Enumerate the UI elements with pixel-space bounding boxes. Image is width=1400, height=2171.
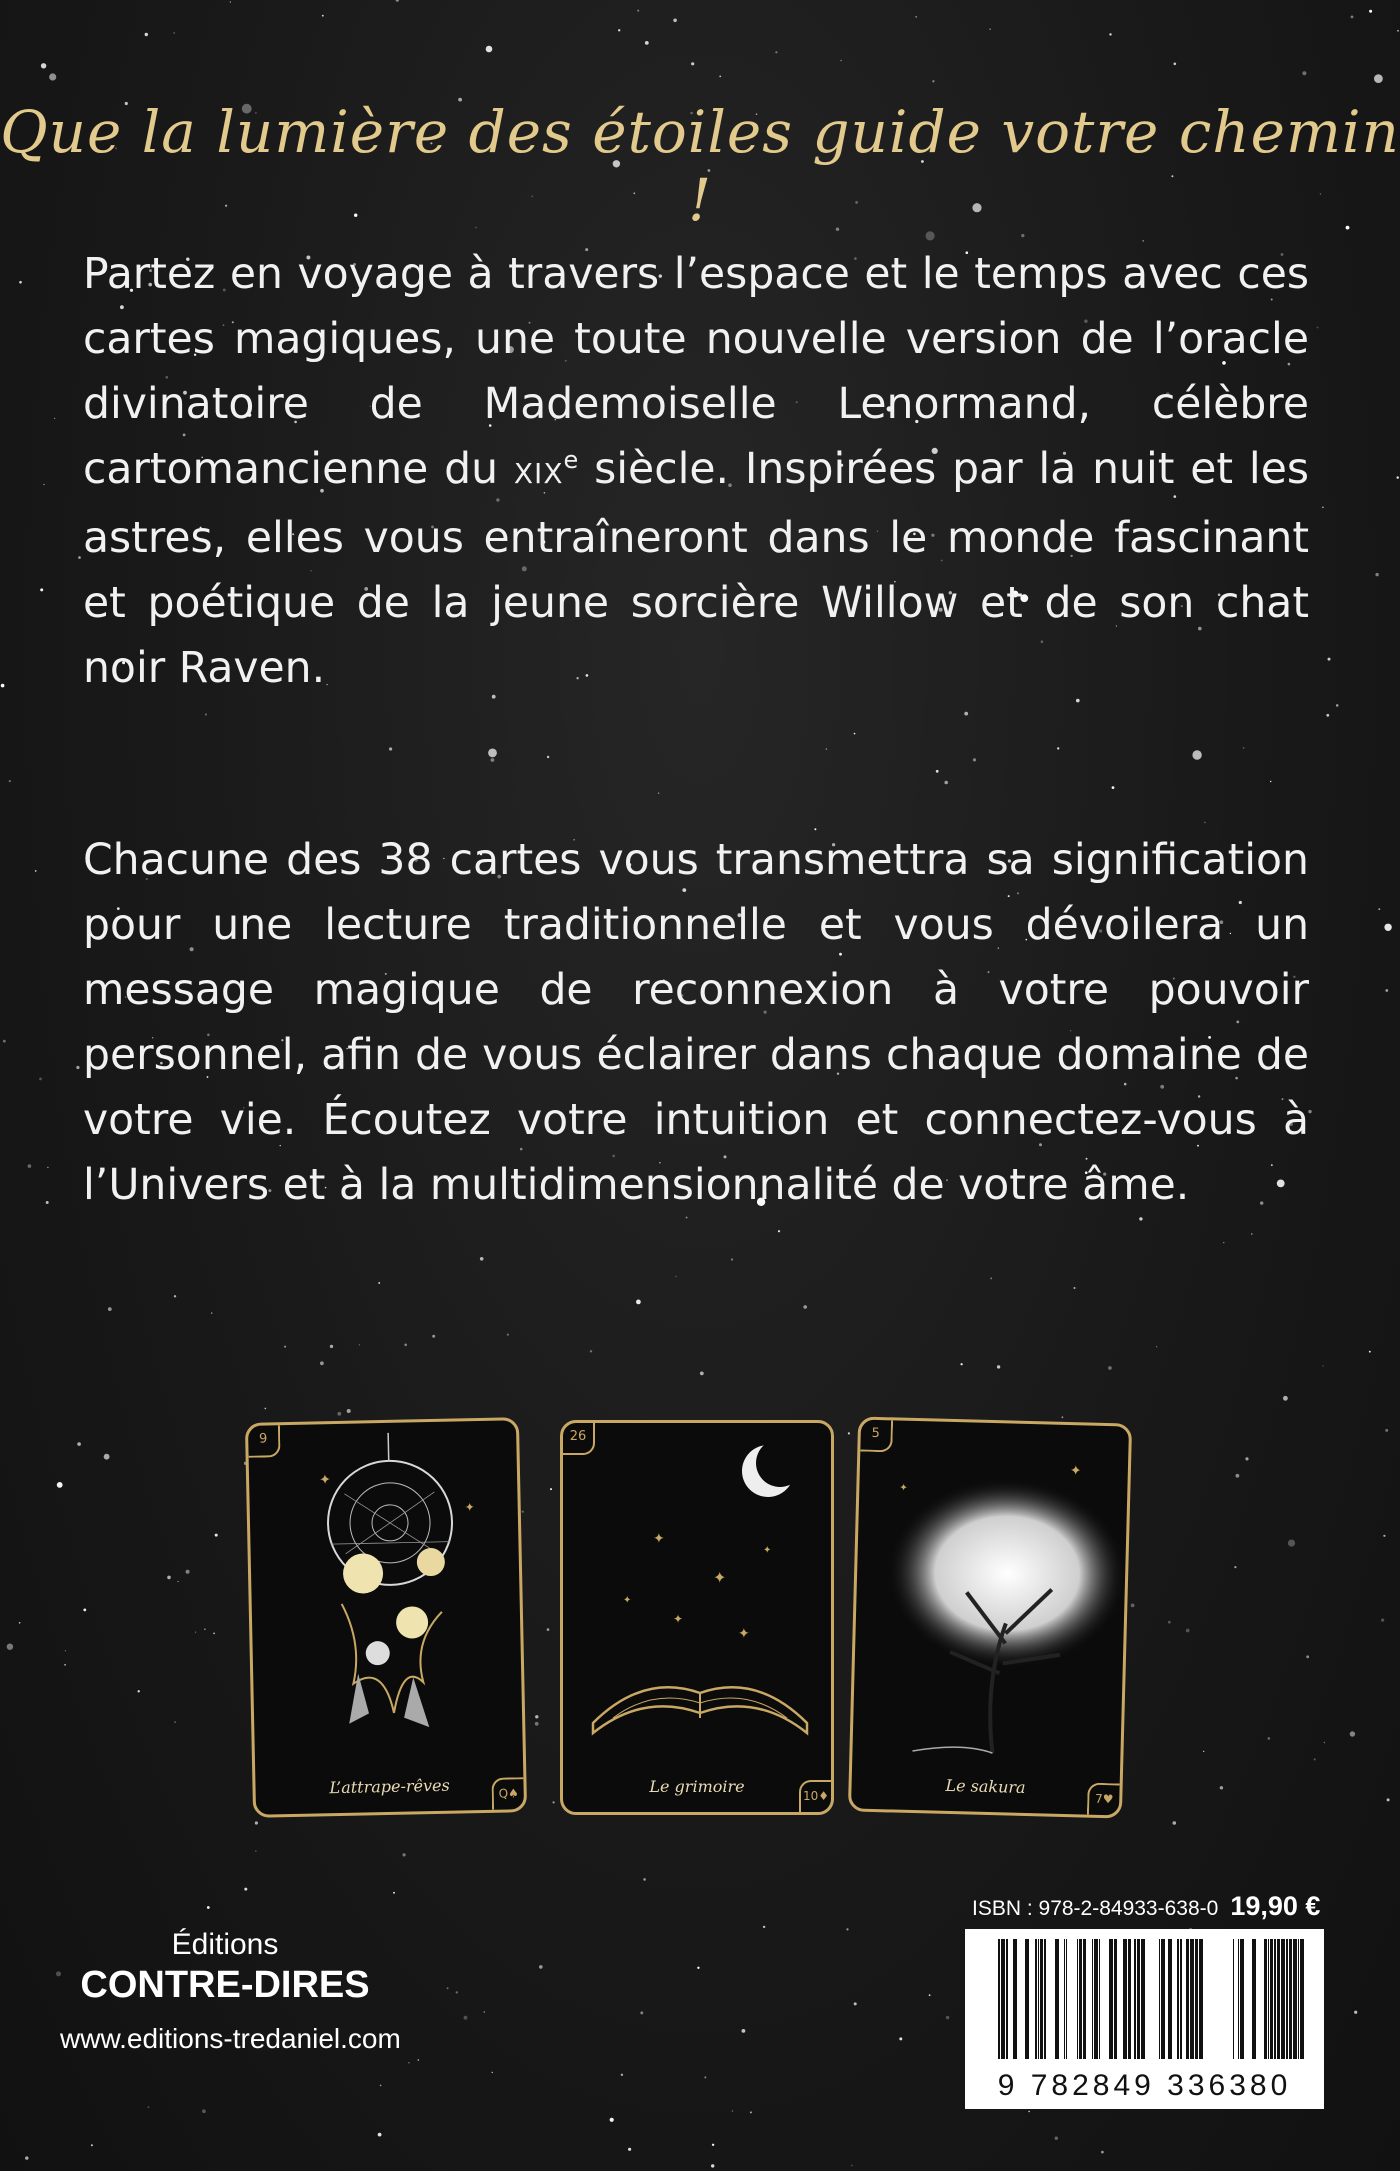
- barcode-bar: [1006, 1939, 1008, 2059]
- star: [1302, 71, 1306, 75]
- star: [389, 747, 392, 750]
- svg-text:✦: ✦: [763, 1545, 772, 1556]
- star: [507, 1334, 509, 1336]
- barcode-bar: [1233, 1939, 1234, 2059]
- barcode-bar: [1128, 1939, 1131, 2059]
- barcode-bar: [1044, 1939, 1046, 2059]
- star: [673, 19, 677, 23]
- star: [43, 484, 44, 485]
- star: [9, 780, 11, 782]
- star: [108, 1307, 112, 1311]
- star: [1109, 33, 1111, 35]
- barcode-bar: [1064, 1939, 1065, 2059]
- star: [393, 1892, 395, 1894]
- star: [28, 1164, 32, 1168]
- barcode-bar: [1268, 1939, 1269, 2059]
- star: [378, 1282, 380, 1284]
- star: [1317, 327, 1319, 329]
- star: [742, 2029, 746, 2033]
- star: [610, 2118, 614, 2122]
- star: [1062, 1416, 1064, 1418]
- star: [961, 1363, 963, 1365]
- star: [778, 1230, 780, 1232]
- star: [320, 1361, 324, 1365]
- barcode-bar: [1141, 1939, 1145, 2059]
- star: [1375, 573, 1378, 576]
- star: [803, 1305, 807, 1309]
- star: [719, 76, 721, 78]
- star: [1108, 1366, 1112, 1370]
- star: [1055, 2137, 1058, 2140]
- barcode-bar: [1190, 1939, 1194, 2059]
- barcode-bar: [998, 1939, 1000, 2059]
- star: [337, 1412, 341, 1416]
- card-previews: [0, 1420, 1400, 1840]
- card-number: 5: [860, 1420, 893, 1453]
- star: [1369, 10, 1372, 13]
- star: [404, 1344, 407, 1347]
- star: [846, 1928, 848, 1930]
- star: [19, 281, 22, 284]
- star: [704, 2076, 706, 2078]
- barcode-bar: [1252, 1939, 1256, 2059]
- card-suit: Q♠: [491, 1777, 524, 1810]
- star: [750, 2111, 752, 2113]
- star: [732, 2110, 734, 2112]
- star: [1384, 924, 1391, 931]
- century-numeral: XIX: [513, 457, 564, 490]
- star: [41, 63, 46, 68]
- isbn: ISBN : 978-2-84933-638-0: [972, 1897, 1219, 1920]
- star: [628, 2148, 631, 2151]
- star: [1397, 476, 1399, 478]
- isbn-price-line: [972, 1891, 1322, 1922]
- star: [491, 758, 495, 762]
- star: [205, 713, 207, 715]
- star: [712, 2144, 714, 2146]
- barcode-bar: [1264, 1939, 1267, 2059]
- barcode-bar: [1079, 1939, 1082, 2059]
- star: [255, 1850, 257, 1852]
- card-title: L’attrape-rêves: [329, 1775, 450, 1798]
- barcode-bar: [1277, 1939, 1280, 2059]
- star: [1326, 714, 1329, 717]
- dreamcatcher-illustration: [248, 1420, 527, 1818]
- star: [403, 1853, 406, 1856]
- description-paragraph-2: Chacune des 38 cartes vous transmettra sa signification pour une lecture traditionnelle et vous dévoilera un message magique de reconnexion à votre pouvoir personnel, afin de vous éclairer dans chaque domaine de votre vie. Écoutez votre intuition et connectez-vous à l’Univers et à la multidimensionnalité de votre âme.: [83, 836, 1309, 1210]
- star: [91, 2144, 93, 2146]
- star: [946, 2016, 949, 2019]
- svg-text:✦: ✦: [738, 1626, 750, 1642]
- star: [658, 792, 660, 794]
- barcode-bar: [1195, 1939, 1198, 2059]
- barcode-bar: [1099, 1939, 1100, 2059]
- barcode-bar: [1040, 1939, 1043, 2059]
- star: [675, 1276, 676, 1277]
- star: [492, 2072, 493, 2073]
- card-title: Le grimoire: [649, 1777, 745, 1796]
- star: [929, 1994, 931, 1996]
- star: [775, 51, 777, 53]
- star: [46, 1201, 49, 1204]
- barcode-bar: [1077, 1939, 1078, 2059]
- star: [1369, 1351, 1371, 1353]
- star: [378, 2133, 382, 2137]
- star: [1251, 1233, 1253, 1235]
- star: [1397, 30, 1399, 32]
- star: [763, 1926, 765, 1928]
- paragraph-1-text-b: siècle. Inspirées par la nuit et les astres, elles vous entraîneront dans le monde fascinant et poétique de la jeune sorcière Willow et de son chat noir Raven.: [83, 445, 1310, 693]
- star: [1156, 1346, 1157, 1347]
- star: [39, 1078, 42, 1081]
- barcode-bar: [1186, 1939, 1189, 2059]
- star: [1174, 63, 1177, 66]
- star: [1323, 1365, 1324, 1366]
- star: [826, 748, 827, 749]
- svg-text:✦: ✦: [713, 1568, 727, 1587]
- star: [840, 60, 842, 62]
- star: [1074, 1287, 1076, 1289]
- barcode-bar: [1038, 1939, 1039, 2059]
- star: [1, 684, 5, 688]
- star: [49, 73, 56, 80]
- publisher-editions: Éditions: [171, 1928, 279, 1961]
- star: [643, 1878, 646, 1881]
- star: [997, 1365, 1000, 1368]
- star: [396, 0, 399, 2]
- star: [854, 733, 856, 735]
- star: [145, 33, 148, 36]
- star: [207, 1906, 210, 1909]
- card-dreamcatcher: [245, 1417, 527, 1818]
- star: [202, 2109, 206, 2113]
- star: [40, 588, 43, 591]
- star: [3, 1040, 6, 1043]
- star: [54, 418, 55, 419]
- barcode-bar: [1298, 1939, 1299, 2059]
- star: [488, 749, 497, 758]
- star: [1283, 1396, 1288, 1401]
- star: [645, 41, 649, 45]
- card-number: 9: [248, 1425, 281, 1458]
- star: [621, 2074, 623, 2076]
- barcode-bar: [1137, 1939, 1140, 2059]
- grimoire-illustration: [563, 1423, 834, 1815]
- star: [989, 28, 991, 30]
- star: [76, 1066, 79, 1069]
- star: [432, 1335, 435, 1338]
- barcode-bar: [1092, 1939, 1093, 2059]
- star: [244, 1888, 247, 1891]
- star: [230, 1, 231, 2]
- star: [1374, 74, 1383, 83]
- star: [1351, 16, 1354, 19]
- star: [700, 1372, 704, 1376]
- star: [936, 770, 939, 773]
- star: [1112, 786, 1115, 789]
- card-suit: 7♥: [1087, 1783, 1120, 1816]
- barcode-bar: [1134, 1939, 1136, 2059]
- star: [637, 10, 639, 12]
- barcode-digits: 9 782849 336380: [997, 2069, 1292, 2102]
- card-sakura: [848, 1416, 1132, 1818]
- publisher-block: [60, 1927, 490, 2055]
- star: [854, 2002, 857, 2005]
- barcode-bar: [1055, 1939, 1059, 2059]
- barcode-bar: [1025, 1939, 1029, 2059]
- tagline: Que la lumière des étoiles guide votre chemin !: [0, 98, 1400, 234]
- star: [1328, 658, 1331, 661]
- barcode-bar: [1199, 1939, 1203, 2059]
- star: [1378, 908, 1380, 910]
- star: [211, 1312, 212, 1313]
- publisher-name: CONTRE-DIRES: [80, 1964, 370, 2006]
- star: [899, 2037, 902, 2040]
- barcode-bar: [1286, 1939, 1288, 2059]
- barcode-bar: [1240, 1939, 1244, 2059]
- star: [1243, 747, 1245, 749]
- svg-text:✦: ✦: [464, 1500, 475, 1515]
- barcode-bar: [1114, 1939, 1117, 2059]
- paragraph-1-text-a: Partez en voyage à travers l’espace et le temps avec ces cartes magiques, une toute nouvelle version de l’oracle divinatoire de Mademoiselle Lenormand, célèbre cartomancienne du: [83, 250, 1309, 494]
- star: [330, 1345, 333, 1348]
- star: [711, 2164, 714, 2167]
- star: [1028, 2111, 1029, 2112]
- star: [1101, 2151, 1104, 2154]
- svg-text:✦: ✦: [1069, 1463, 1082, 1480]
- star: [174, 32, 175, 33]
- star: [539, 1965, 543, 1969]
- star: [480, 1257, 484, 1261]
- star: [47, 1167, 48, 1168]
- publisher-url: www.editions-tredaniel.com: [60, 2023, 401, 2054]
- star: [1270, 781, 1271, 782]
- card-grimoire: [560, 1420, 834, 1815]
- barcode: [965, 1929, 1324, 2109]
- svg-text:✦: ✦: [653, 1531, 665, 1547]
- sakura-illustration: [851, 1420, 1132, 1819]
- star: [1192, 750, 1201, 759]
- star: [590, 1350, 592, 1352]
- barcode-bar: [1013, 1939, 1017, 2059]
- star: [851, 2165, 853, 2167]
- star: [990, 1277, 992, 1279]
- star: [1336, 704, 1339, 707]
- svg-text:✦: ✦: [899, 1482, 908, 1494]
- star: [486, 46, 493, 53]
- star: [691, 62, 694, 65]
- star: [1223, 1242, 1224, 1243]
- star: [1385, 989, 1388, 992]
- star: [973, 758, 976, 761]
- barcode-bar: [1274, 1939, 1276, 2059]
- star: [636, 1300, 641, 1305]
- star: [148, 2106, 150, 2108]
- star: [265, 1408, 267, 1410]
- star: [322, 15, 324, 17]
- century-suffix: e: [563, 445, 579, 474]
- star: [547, 756, 549, 758]
- star: [964, 712, 968, 716]
- star: [915, 16, 917, 18]
- star: [284, 1346, 286, 1348]
- barcode-bar: [1289, 1939, 1292, 2059]
- star: [640, 2011, 643, 2014]
- star: [78, 556, 81, 559]
- star: [1204, 822, 1205, 823]
- star: [1057, 747, 1059, 749]
- star: [1021, 234, 1024, 237]
- card-number: 26: [563, 1423, 595, 1455]
- svg-text:✦: ✦: [318, 1472, 332, 1489]
- barcode-bar: [1300, 1939, 1304, 2059]
- star: [1322, 507, 1324, 509]
- star: [359, 1344, 360, 1345]
- barcode-bar: [1168, 1939, 1172, 2059]
- star: [418, 2059, 420, 2061]
- barcode-bar: [1238, 1939, 1239, 2059]
- barcode-bar: [1270, 1939, 1273, 2059]
- star: [1354, 2011, 1357, 2014]
- star: [697, 1967, 699, 1969]
- barcode-bar: [1094, 1939, 1098, 2059]
- svg-text:✦: ✦: [623, 1595, 632, 1606]
- barcode-bar: [1109, 1939, 1113, 2059]
- barcode-bar: [1180, 1939, 1182, 2059]
- barcode-bars: [975, 1939, 1314, 2059]
- card-title: Le sakura: [945, 1775, 1026, 1797]
- barcode-bar: [1001, 1939, 1005, 2059]
- barcode-bar: [1281, 1939, 1285, 2059]
- star: [25, 2156, 28, 2159]
- star: [347, 1409, 351, 1413]
- star: [408, 2062, 409, 2063]
- barcode-bar: [1123, 1939, 1127, 2059]
- barcode-bar: [1083, 1939, 1086, 2059]
- star: [380, 2085, 382, 2087]
- svg-text:✦: ✦: [673, 1612, 684, 1626]
- barcode-bar: [1159, 1939, 1160, 2059]
- barcode-bar: [1161, 1939, 1165, 2059]
- star: [618, 29, 620, 31]
- barcode-bar: [1177, 1939, 1179, 2059]
- star: [174, 1295, 176, 1297]
- star: [35, 870, 37, 872]
- star: [731, 1258, 733, 1260]
- barcode-bar: [1293, 1939, 1297, 2059]
- star: [944, 781, 948, 785]
- star: [932, 80, 934, 82]
- card-suit: 10♦: [799, 1780, 831, 1812]
- description-paragraph-1: [83, 242, 1309, 701]
- barcode-bar: [1035, 1939, 1037, 2059]
- barcode-bar: [1066, 1939, 1067, 2059]
- price: 19,90 €: [1230, 1891, 1321, 1921]
